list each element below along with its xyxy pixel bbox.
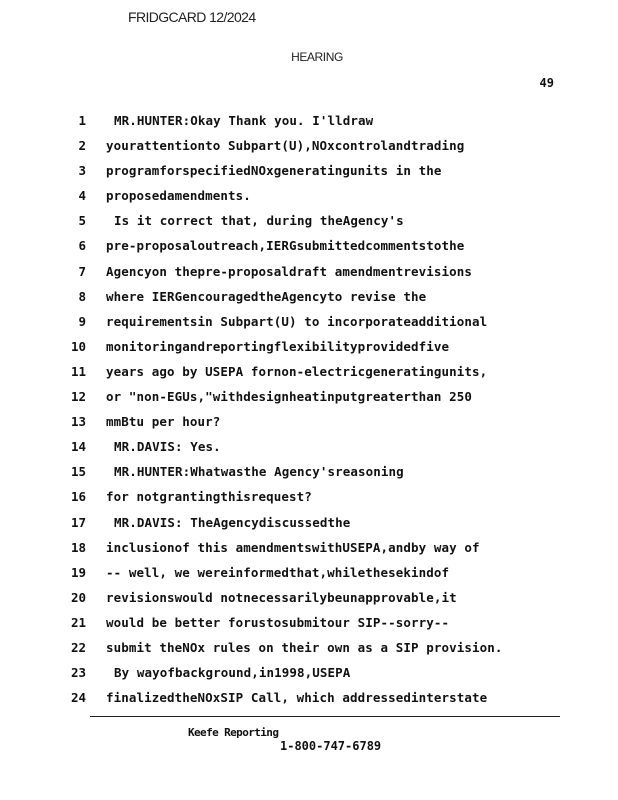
line-text: inclusionof this amendmentswithUSEPA,andby way of bbox=[106, 539, 480, 555]
line-number: 11 bbox=[70, 363, 86, 379]
header-case-label: FRIDGCARD 12/2024 bbox=[128, 9, 256, 25]
page-title: HEARING bbox=[291, 50, 343, 64]
line-number: 24 bbox=[70, 690, 86, 706]
line-number: 4 bbox=[78, 188, 86, 204]
line-number: 14 bbox=[70, 439, 86, 455]
transcript-line bbox=[0, 615, 618, 640]
line-text: monitoringandreportingflexibilityprovidedfive bbox=[106, 338, 450, 354]
transcript-line bbox=[0, 238, 618, 263]
transcript-line bbox=[0, 264, 618, 289]
line-number: 10 bbox=[70, 338, 86, 354]
line-text: programforspecifiedNOxgeneratingunits in the bbox=[106, 163, 442, 179]
line-number: 7 bbox=[78, 263, 86, 279]
transcript-line bbox=[0, 188, 618, 213]
line-text: requirementsin Subpart(U) to incorporateadditional bbox=[106, 313, 488, 329]
line-text: Is it correct that, during theAgency's bbox=[114, 213, 404, 229]
line-number: 5 bbox=[78, 213, 86, 229]
line-text: or "non-EGUs,"withdesignheatinputgreaterthan 250 bbox=[106, 389, 473, 405]
line-text: revisionswould notnecessarilybeunapprovable,it bbox=[106, 589, 457, 605]
line-number: 12 bbox=[70, 389, 86, 405]
line-number: 19 bbox=[70, 564, 86, 580]
line-number: 6 bbox=[78, 238, 86, 254]
transcript-line bbox=[0, 690, 618, 715]
footer-phone: 1-800-747-6789 bbox=[280, 739, 382, 753]
transcript-line bbox=[0, 314, 618, 339]
transcript-line bbox=[0, 289, 618, 314]
transcript-line bbox=[0, 138, 618, 163]
transcript-line bbox=[0, 439, 618, 464]
transcript-line bbox=[0, 364, 618, 389]
line-text: proposedamendments. bbox=[106, 188, 251, 204]
line-number: 2 bbox=[78, 138, 86, 154]
page-number: 49 bbox=[539, 76, 554, 90]
transcript-line bbox=[0, 389, 618, 414]
line-number: 23 bbox=[70, 665, 86, 681]
line-text: mmBtu per hour? bbox=[106, 414, 221, 430]
line-text: would be better forustosubmitour SIP--sorry-- bbox=[106, 614, 450, 630]
line-number: 3 bbox=[78, 163, 86, 179]
line-number: 16 bbox=[70, 489, 86, 505]
transcript-line bbox=[0, 414, 618, 439]
line-number: 21 bbox=[70, 614, 86, 630]
transcript-body bbox=[0, 113, 618, 715]
transcript-line bbox=[0, 640, 618, 665]
transcript-line bbox=[0, 213, 618, 238]
transcript-line bbox=[0, 540, 618, 565]
line-text: yourattentionto Subpart(U),NOxcontrolandtrading bbox=[106, 138, 465, 154]
footer-divider bbox=[90, 716, 560, 717]
transcript-line bbox=[0, 515, 618, 540]
transcript-line bbox=[0, 339, 618, 364]
transcript-line bbox=[0, 665, 618, 690]
transcript-line bbox=[0, 590, 618, 615]
line-text: MR.HUNTER:Whatwasthe Agency'sreasoning bbox=[114, 464, 404, 480]
line-text: By wayofbackground,in1998,USEPA bbox=[114, 665, 351, 681]
line-number: 1 bbox=[78, 113, 86, 128]
line-number: 17 bbox=[70, 514, 86, 530]
line-text: MR.DAVIS: Yes. bbox=[114, 439, 221, 455]
line-text: Agencyon thepre-proposaldraft amendmentrevisions bbox=[106, 263, 473, 279]
transcript-line bbox=[0, 464, 618, 489]
line-text: years ago by USEPA fornon-electricgeneratingunits, bbox=[106, 363, 488, 379]
line-text: submit theNOx rules on their own as a SIP provision. bbox=[106, 639, 503, 655]
line-text: pre-proposaloutreach,IERGsubmittedcommentstothe bbox=[106, 238, 465, 254]
line-text: where IERGencouragedtheAgencyto revise the bbox=[106, 288, 427, 304]
line-number: 18 bbox=[70, 539, 86, 555]
line-number: 20 bbox=[70, 589, 86, 605]
line-text: MR.DAVIS: TheAgencydiscussedthe bbox=[114, 514, 351, 530]
transcript-line bbox=[0, 565, 618, 590]
line-text: finalizedtheNOxSIP Call, which addressedinterstate bbox=[106, 690, 488, 706]
line-number: 8 bbox=[78, 288, 86, 304]
line-text: -- well, we wereinformedthat,whilethesekindof bbox=[106, 564, 450, 580]
transcript-line bbox=[0, 489, 618, 514]
transcript-line bbox=[0, 163, 618, 188]
line-number: 13 bbox=[70, 414, 86, 430]
line-number: 15 bbox=[70, 464, 86, 480]
line-number: 9 bbox=[78, 313, 86, 329]
transcript-line bbox=[0, 113, 618, 138]
line-text: for notgrantingthisrequest? bbox=[106, 489, 312, 505]
footer-company: Keefe Reporting bbox=[188, 726, 279, 739]
line-number: 22 bbox=[70, 639, 86, 655]
line-text: MR.HUNTER:Okay Thank you. I'lldraw bbox=[114, 113, 374, 128]
